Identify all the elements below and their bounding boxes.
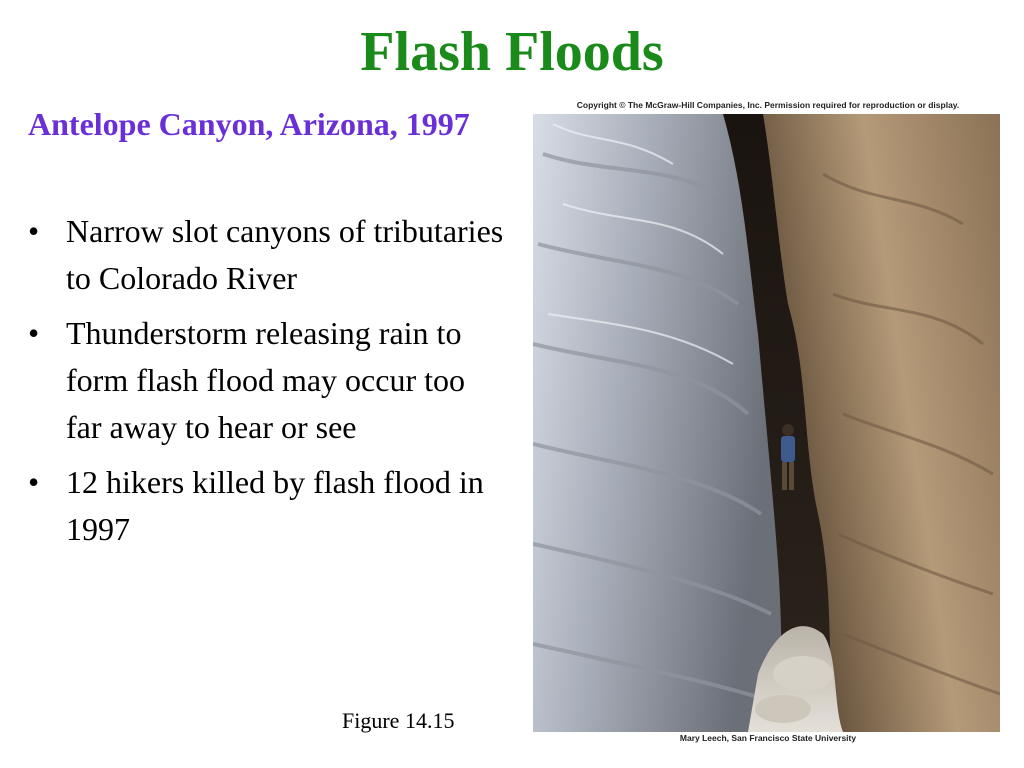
copyright-notice: Copyright © The McGraw-Hill Companies, Inc. Permission required for reproduction or display.: [576, 100, 960, 110]
bullet-text: Narrow slot canyons of tributaries to Colorado River: [66, 213, 504, 296]
figure-label: Figure 14.15: [342, 708, 455, 733]
bullet-item: [28, 459, 508, 553]
canyon-photo-illustration: [533, 114, 1000, 732]
bullet-marker: •: [28, 213, 40, 249]
photo-credit: Mary Leech, San Francisco State University: [679, 733, 857, 743]
slide-title: Flash Floods: [360, 21, 664, 83]
bullet-text: Thunderstorm releasing rain to form flash flood may occur too far away to hear or see: [66, 315, 465, 445]
bullet-marker: •: [28, 464, 40, 500]
bullet-item: [28, 208, 508, 302]
figure: [533, 100, 1003, 746]
bullet-list: [28, 208, 508, 561]
bullet-item: [28, 310, 508, 451]
slide-subtitle: Antelope Canyon, Arizona, 1997: [28, 106, 470, 142]
canyon-photo: [533, 114, 1000, 732]
bullet-text: 12 hikers killed by flash flood in 1997: [66, 464, 484, 547]
bullet-marker: •: [28, 315, 40, 351]
